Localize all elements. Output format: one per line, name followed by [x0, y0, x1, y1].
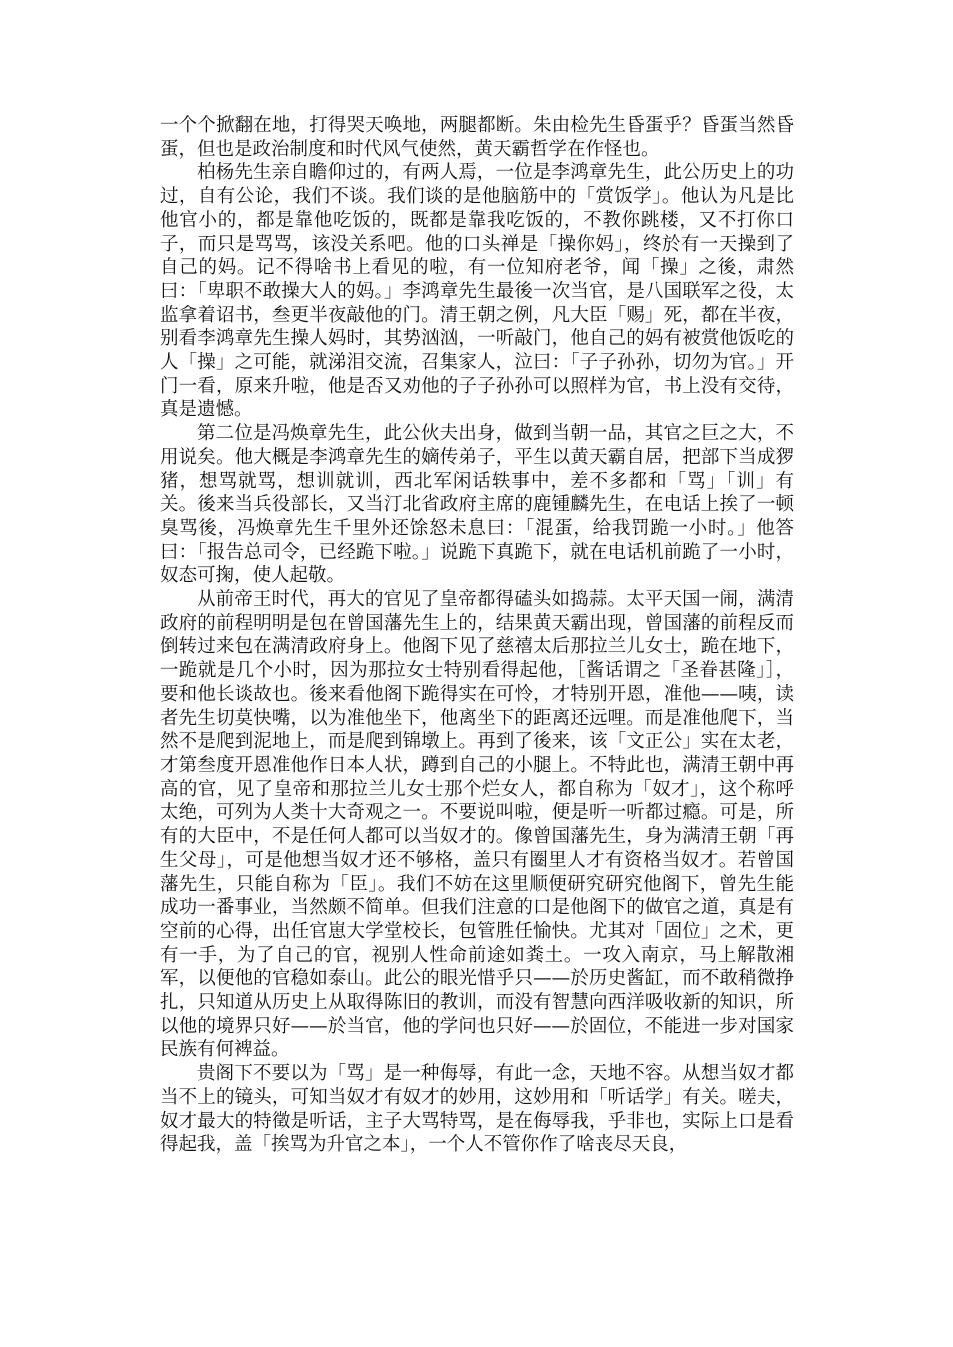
paragraph-2: 柏杨先生亲自瞻仰过的，有两人焉，一位是李鸿章先生，此公历史上的功过，自有公论，我们不谈。我们谈的是他脑筋中的「赏饭学」。他认为凡是比他官小的，都是靠他吃饭的，既都是靠我吃饭的，不教你跳楼，又不打你口子，而只是骂骂，该没关系吧。他的口头禅是「操你妈」，终於有一天操到了自己的妈。记不得啥书上看见的啦，有一位知府老爷，闻「操」之後，肃然曰：「卑职不敢操大人的妈。」李鸿章先生最後一次当官，是八国联军之役，太监拿着诏书，叁更半夜敲他的门。清王朝之例，凡大臣「赐」死，都在半夜，别看李鸿章先生操人妈时，其势汹汹，一听敲门，他自己的妈有被赏他饭吃的人「操」之可能，就涕泪交流，召集家人，泣曰：「子子孙孙，切勿为官。」开门一看，原来升啦，他是否又劝他的子子孙孙可以照样为官，书上没有交待，真是遗憾。: [160, 162, 794, 421]
paragraph-3: 第二位是冯焕章先生，此公伙夫出身，做到当朝一品，其官之巨之大，不用说矣。他大概是李鸿章先生的嫡传弟子，平生以黄天霸自居，把部下当成猡猪，想骂就骂，想训就训，西北军闲话轶事中，差不多都和「骂」「训」有关。後来当兵役部长，又当汀北省政府主席的鹿锺麟先生，在电话上挨了一顿臭骂後，冯焕章先生千里外还馀怒未息曰：「混蛋，给我罚跪一小时。」他答曰：「报告总司令，已经跪下啦。」说跪下真跪下，就在电话机前跪了一小时，奴态可掬，使人起敬。: [160, 423, 794, 587]
paragraph-4: 从前帝王时代，再大的官见了皇帝都得磕头如捣蒜。太平天国一闹，满清政府的前程明明是包在曾国藩先生上的，结果黄天霸出现，曾国藩的前程反而倒转过来包在满清政府身上。他阁下见了慈禧太后那拉兰儿女士，跪在地下，一跪就是几个小时，因为那拉女士特别看得起他，［酱话谓之「圣眷甚隆」］，要和他长谈故也。後来看他阁下跪得实在可怜，才特别开恩，准他——咦，读者先生切莫快嘴，以为准他坐下，他离坐下的距离还远哩。而是准他爬下，当然不是爬到泥地上，而是爬到锦墩上。再到了後来，该「文正公」实在太老，才第叁度开恩准他作日本人状，蹲到自己的小腿上。不特此也，满清王朝中再高的官，见了皇帝和那拉兰儿女士那个烂女人，都自称为「奴才」，这个称呼太绝，可列为人类十大奇观之一。不要说叫啦，便是听一听都过瘾。可是，所有的大臣中，不是任何人都可以当奴才的。像曾国藩先生，身为满清王朝「再生父母」，可是他想当奴才还不够格，盖只有圈里人才有资格当奴才。若曾国藩先生，只能自称为「臣」。我们不妨在这里顺便研究研究他阁下，曾先生能成功一番事业，当然颇不简单。但我们注意的口是他阁下的做官之道，真是有空前的心得，出任官崽大学堂校长，包管胜任愉快。尤其对「固位」之术，更有一手，为了自己的官，视别人性命前途如粪土。一攻入南京，马上解散湘军，以便他的官稳如泰山。此公的眼光惜乎只——於历史酱缸，而不敢稍微挣扎，只知道从历史上从取得陈旧的教训，而没有智慧向西洋吸收新的知识，所以他的境界只好——於当官，他的学问也只好——於固位，不能进一步对国家民族有何裨益。: [160, 589, 794, 1061]
paragraph-5: 贵阁下不要以为「骂」是一种侮辱，有此一念，天地不容。从想当奴才都当不上的镜头，可知当奴才有奴才的妙用，这妙用和「听话学」有关。嗟夫，奴才最大的特徵是听话，主子大骂特骂，是在侮辱我，乎非也，实际上口是看得起我，盖「挨骂为升官之本」，一个人不管你作了啥丧尽天良，: [160, 1063, 794, 1156]
document-page: [160, 114, 794, 1157]
paragraph-1: 一个个掀翻在地，打得哭天唤地，两腿都断。朱由检先生昏蛋乎？昏蛋当然昏蛋，但也是政治制度和时代风气使然，黄天霸哲学在作怪也。: [160, 115, 794, 160]
